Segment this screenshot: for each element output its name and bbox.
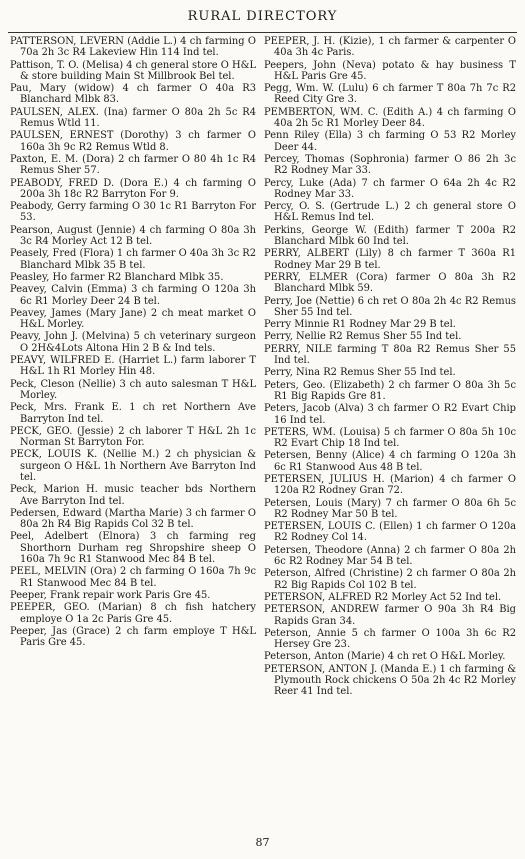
directory-entry: Peters, Geo. (Elizabeth) 2 ch farmer O 80a 3h 5c R1 Big Rapids Gre 81. <box>264 379 516 402</box>
directory-entry: PERRY, NILE farming T 80a R2 Remus Sher 55 Ind tel. <box>264 343 516 367</box>
directory-entry: PEEPER, GEO. (Marian) 8 ch fish hatchery employe O 1a 2c Paris Gre 45. <box>10 602 256 625</box>
directory-entry: PEMBERTON, WM. C. (Edith A.) 4 ch farming O 40a 2h 5c R1 Morley Deer 84. <box>264 106 516 130</box>
directory-entry: Perry Minnie R1 Rodney Mar 29 B tel. <box>264 319 456 331</box>
directory-entry: Pattison, T. O. (Melisa) 4 ch general store O H&L & store building Main St Millbrook Bel tel. <box>10 59 256 82</box>
directory-entry: Perkins, George W. (Edith) farmer T 200a R2 Blanchard Mlbk 60 Ind tel. <box>264 224 516 248</box>
directory-entry: Peasley, Ho farmer R2 Blanchard Mlbk 35. <box>10 271 224 283</box>
directory-entry: Peel, Adelbert (Elnora) 3 ch farming reg Shorthorn Durham reg Shropshire sheep O 160a 7h 9c R1 Stanwood Mec 84 B tel. <box>10 531 256 566</box>
directory-entry: PAULSEN, ALEX. (Ina) farmer O 80a 2h 5c R4 Remus Wtld 11. <box>10 106 256 130</box>
directory-entry: PAULSEN, ERNEST (Dorothy) 3 ch farmer O 160a 3h 9c R2 Remus Wtld 8. <box>10 130 256 153</box>
directory-entry: Peabody, Gerry farming O 30 1c R1 Barryton For 53. <box>10 201 256 224</box>
directory-entry: Petersen, Louis (Mary) 7 ch farmer O 80a 6h 5c R2 Rodney Mar 50 B tel. <box>264 497 516 520</box>
directory-entry: Petersen, Theodore (Anna) 2 ch farmer O 80a 2h 6c R2 Rodney Mar 54 B tel. <box>264 544 516 568</box>
directory-entry: PECK, LOUIS K. (Nellie M.) 2 ch physician & surgeon O H&L 1h Northern Ave Barryton Ind tel. <box>10 449 256 483</box>
directory-entry: PEAVY, WILFRED E. (Harriet L.) farm laborer T H&L 1h R1 Morley Hin 48. <box>10 355 256 378</box>
directory-entry: PETERSON, ANDREW farmer O 90a 3h R4 Big Rapids Gran 34. <box>264 604 516 627</box>
directory-entry: Pau, Mary (widow) 4 ch farmer O 40a R3 Blanchard Mlbk 83. <box>10 83 256 106</box>
directory-entry: Perry, Nina R2 Remus Sher 55 Ind tel. <box>264 367 456 379</box>
directory-entry: PEEPER, J. H. (Kizie), 1 ch farmer & carpenter O 40a 3h 4c Paris. <box>264 36 516 59</box>
directory-entry: PETERS, WM. (Louisa) 5 ch farmer O 80a 5h 10c R2 Evart Chip 18 Ind tel. <box>264 426 516 450</box>
directory-entry: PETERSON, ALFRED R2 Morley Act 52 Ind tel. <box>264 591 502 603</box>
directory-entry: Peavy, John J. (Melvina) 5 ch veterinary surgeon O 2H&4Lots Altona Hin 2 B & Ind tels. <box>10 331 256 354</box>
directory-entry: Peck, Mrs. Frank E. 1 ch ret Northern Ave Barryton Ind tel. <box>10 402 256 425</box>
directory-entry: PETERSEN, JULIUS H. (Marion) 4 ch farmer O 120a R2 Rodney Gran 72. <box>264 473 516 497</box>
directory-entry: PECK, GEO. (Jessie) 2 ch laborer T H&L 2h 1c Norman St Barryton For. <box>10 425 256 449</box>
directory-entry: Pedersen, Edward (Martha Marie) 3 ch farmer O 80a 2h R4 Big Rapids Col 32 B tel. <box>10 507 256 531</box>
directory-entry: Perry, Nellie R2 Remus Sher 55 Ind tel. <box>264 331 462 343</box>
directory-entry: Percy, O. S. (Gertrude L.) 2 ch general store O H&L Remus Ind tel. <box>264 201 516 224</box>
directory-entry: PETERSEN, LOUIS C. (Ellen) 1 ch farmer O 120a R2 Rodney Col 14. <box>264 521 516 544</box>
directory-entry: Peck, Marion H. music teacher bds Northern Ave Barryton Ind tel. <box>10 484 256 507</box>
directory-entry: Pegg, Wm. W. (Lulu) 6 ch farmer T 80a 7h 7c R2 Reed City Gre 3. <box>264 83 516 106</box>
directory-entry: PETERSON, ANTON J. (Manda E.) 1 ch farming & Plymouth Rock chickens O 50a 2h 4c R2 Morley Reer 41 Ind tel. <box>264 663 516 698</box>
directory-entry: Percy, Luke (Ada) 7 ch farmer O 64a 2h 4c R2 Rodney Mar 33. <box>264 177 516 200</box>
directory-entry: PATTERSON, LEVERN (Addie L.) 4 ch farming O 70a 2h 3c R4 Lakeview Hin 114 Ind tel. <box>10 36 256 59</box>
directory-entry: Peepers, John (Neva) potato & hay business T H&L Paris Gre 45. <box>264 59 516 82</box>
directory-entry: Petersen, Benny (Alice) 4 ch farming O 120a 3h 6c R1 Stanwood Aus 48 B tel. <box>264 450 516 473</box>
directory-entry: Pearson, August (Jennie) 4 ch farming O 80a 3h 3c R4 Morley Act 12 B tel. <box>10 224 256 248</box>
directory-entry: Peterson, Anton (Marie) 4 ch ret O H&L Morley. <box>264 651 506 663</box>
directory-entry: PERRY, ALBERT (Lily) 8 ch farmer T 360a R1 Rodney Mar 29 B tel. <box>264 248 516 271</box>
directory-entry: PEABODY, FRED D. (Dora E.) 4 ch farming O 200a 3h 18c R2 Barryton For 9. <box>10 177 256 200</box>
page-title: RURAL DIRECTORY <box>187 9 338 24</box>
left-column <box>10 36 256 826</box>
directory-entry: Peck, Cleson (Nellie) 3 ch auto salesman T H&L Morley. <box>10 378 256 401</box>
directory-entry: Peasely, Fred (Flora) 1 ch farmer O 40a 3h 3c R2 Blanchard Mlbk 35 B tel. <box>10 248 256 271</box>
directory-entry: Peterson, Annie 5 ch farmer O 100a 3h 6c R2 Hersey Gre 23. <box>264 627 516 651</box>
directory-entry: Paxton, E. M. (Dora) 2 ch farmer O 80 4h 1c R4 Remus Sher 57. <box>10 153 256 177</box>
directory-entry: PEEL, MELVIN (Ora) 2 ch farming O 160a 7h 9c R1 Stanwood Mec 84 B tel. <box>10 566 256 589</box>
directory-entry: Peavey, Calvin (Emma) 3 ch farming O 120a 3h 6c R1 Morley Deer 24 B tel. <box>10 284 256 307</box>
directory-entry: Perry, Joe (Nettie) 6 ch ret O 80a 2h 4c R2 Remus Sher 55 Ind tel. <box>264 295 516 318</box>
page-header <box>8 4 517 33</box>
directory-entry: Penn Riley (Ella) 3 ch farming O 53 R2 Morley Deer 44. <box>264 130 516 153</box>
directory-entry: Peavey, James (Mary Jane) 2 ch meat market O H&L Morley. <box>10 307 256 331</box>
right-column <box>264 36 516 826</box>
directory-entry: PERRY, ELMER (Cora) farmer O 80a 3h R2 Blanchard Mlbk 59. <box>264 271 516 295</box>
directory-entry: Percey, Thomas (Sophronia) farmer O 86 2h 3c R2 Rodney Mar 33. <box>264 153 516 177</box>
directory-entry: Peeper, Frank repair work Paris Gre 45. <box>10 589 211 601</box>
page-number: 87 <box>255 836 270 849</box>
directory-entry: Peterson, Alfred (Christine) 2 ch farmer O 80a 2h R2 Big Rapids Col 102 B tel. <box>264 568 516 591</box>
directory-entry: Peters, Jacob (Alva) 3 ch farmer O R2 Evart Chip 16 Ind tel. <box>264 403 516 426</box>
directory-entry: Peeper, Jas (Grace) 2 ch farm employe T H&L Paris Gre 45. <box>10 625 256 649</box>
